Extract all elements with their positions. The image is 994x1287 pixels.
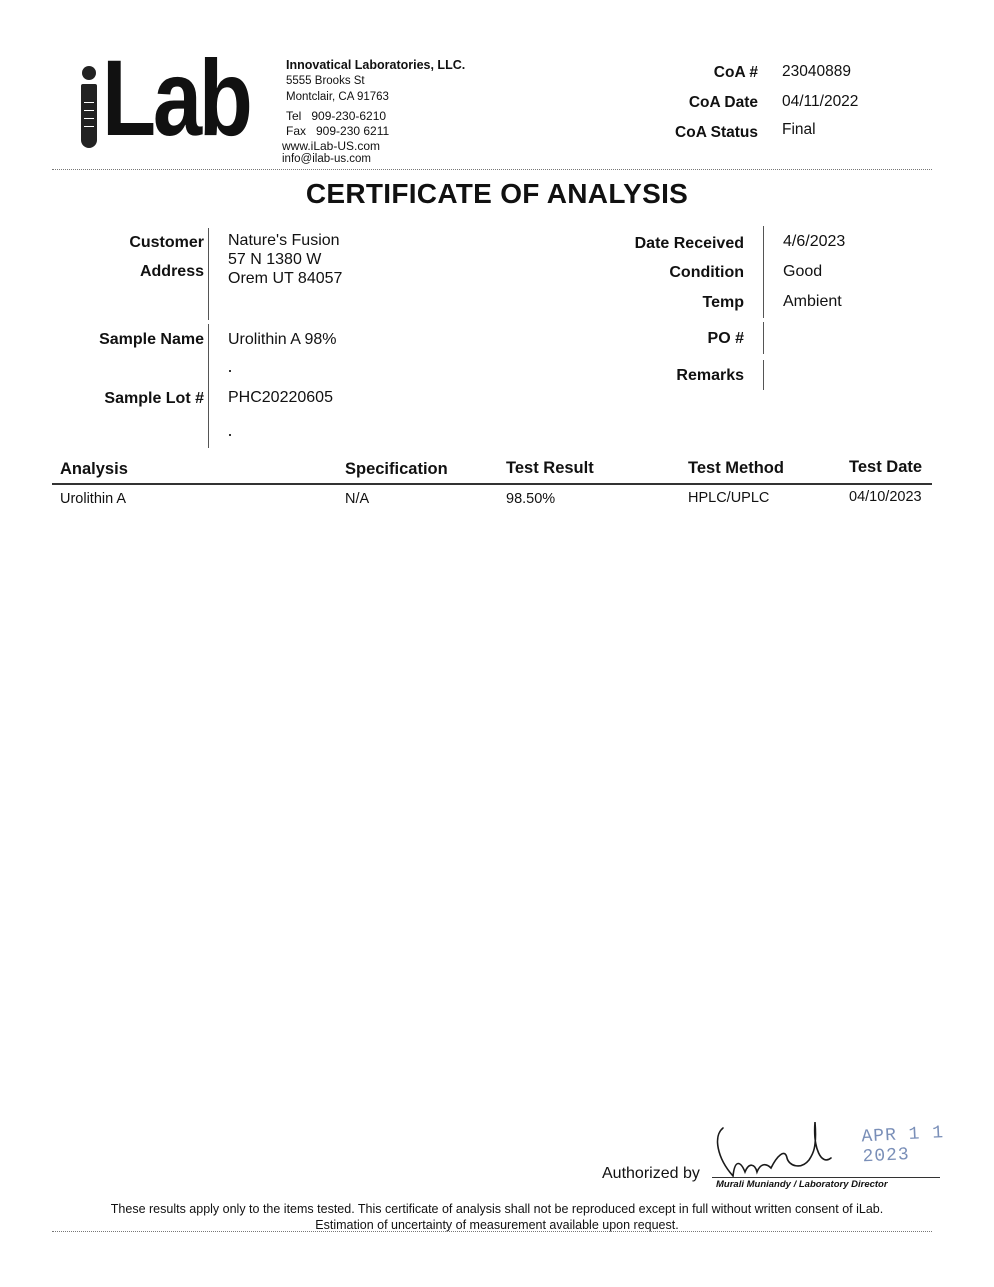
date-received-label: Date Received [634,235,744,252]
coa-status-label: CoA Status [675,124,758,141]
sample-name-label: Sample Name [99,331,204,348]
logo-i-dot [82,66,96,80]
col-header-analysis: Analysis [60,460,128,478]
table-header-rule [52,483,932,485]
coa-date: 04/11/2022 [782,93,859,110]
col-header-test-date: Test Date [849,458,923,476]
remarks-label: Remarks [676,367,744,384]
lab-fax: Fax 909-230 6211 [286,124,390,138]
coa-number-label: CoA # [713,64,758,81]
test-tube-icon [81,84,97,148]
cell-specification: N/A [345,491,370,507]
receipt-divider [763,226,764,318]
signature-line [712,1177,940,1178]
customer-name: Nature's Fusion [228,232,340,249]
temp-value: Ambient [783,293,842,310]
po-label: PO # [707,330,744,347]
col-header-specification: Specification [345,460,448,478]
sample-lot: PHC20220605 [228,389,333,406]
customer-label: Customer [129,234,204,251]
ilab-logo: Lab [102,37,250,158]
dot-mark [229,370,231,372]
date-stamp: APR 1 1 2023 [861,1123,945,1168]
authorized-by-label: Authorized by [602,1165,700,1182]
remarks-divider [763,360,764,390]
address-label: Address [139,263,204,280]
condition-value: Good [783,263,823,280]
document-title: CERTIFICATE OF ANALYSIS [305,178,689,209]
po-divider [763,322,764,354]
lab-tel: Tel 909-230-6210 [286,109,387,123]
lab-website: www.iLab-US.com [282,139,381,153]
col-header-test-result: Test Result [506,459,594,477]
signature-image [705,1118,845,1180]
condition-label: Condition [669,264,744,281]
col-header-test-method: Test Method [688,459,784,477]
header-divider [52,169,932,170]
signatory-name: Murali Muniandy / Laboratory Director [716,1179,888,1190]
customer-address-line2: Orem UT 84057 [228,270,343,287]
cell-test-method: HPLC/UPLC [688,490,770,506]
footer-divider [52,1231,932,1232]
footer-line-1: These results apply only to the items tested. This certificate of analysis shall not be reproduced except in full without written consent of iLab. [110,1202,884,1216]
cell-test-result: 98.50% [506,491,556,507]
coa-number: 23040889 [782,63,851,80]
temp-label: Temp [702,294,744,311]
coa-date-label: CoA Date [688,94,758,111]
cell-test-date: 04/10/2023 [849,489,922,505]
footer-disclaimer [60,1201,934,1233]
customer-address-line1: 57 N 1380 W [228,251,322,268]
footer-line-2: Estimation of uncertainty of measurement available upon request. [315,1218,679,1232]
sample-divider [208,324,209,448]
lab-street: 5555 Brooks St [286,75,365,87]
customer-divider [208,228,209,320]
lab-name: Innovatical Laboratories, LLC. [286,58,466,72]
dot-mark [229,434,231,436]
date-received: 4/6/2023 [783,233,846,250]
sample-lot-label: Sample Lot # [104,390,204,407]
lab-email: info@ilab-us.com [282,153,372,165]
lab-city: Montclair, CA 91763 [286,91,389,103]
sample-name: Urolithin A 98% [228,331,337,348]
coa-status: Final [782,121,816,138]
cell-analysis: Urolithin A [60,491,127,507]
